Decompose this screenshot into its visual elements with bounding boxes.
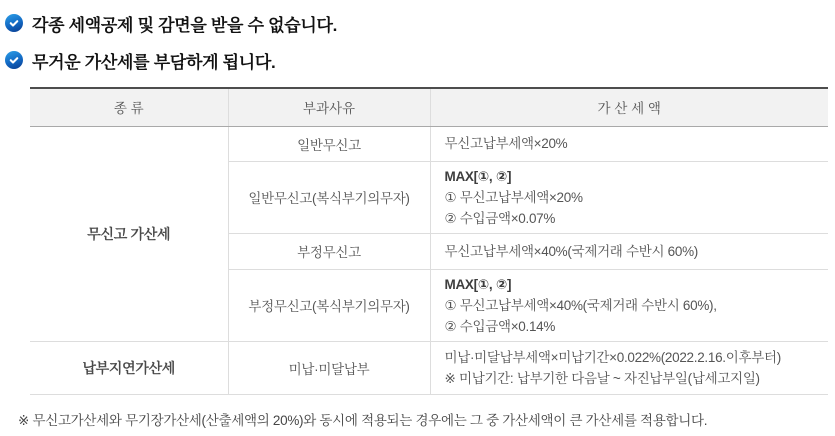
- amount-cell: [430, 233, 828, 269]
- reason-cell: 일반무신고: [228, 126, 430, 161]
- reason-cell: 미납·미달납부: [228, 341, 430, 394]
- footnote: ※ 무신고가산세와 무기장가산세(산출세액의 20%)와 동시에 적용되는 경우에는 그 중 가산세액이 큰 가산세를 적용합니다.: [18, 412, 708, 428]
- amount-line: ① 무신고납부세액×40%(국제거래 수반시 60%),: [444, 297, 717, 313]
- check-circle-icon: [5, 14, 23, 32]
- notice-text: 각종 세액공제 및 감면을 받을 수 없습니다.: [32, 15, 338, 35]
- header-reason: 부과사유: [228, 88, 430, 126]
- notice-item: [5, 50, 835, 70]
- notice-bullet-list: [0, 0, 835, 70]
- notice-item: [5, 13, 835, 33]
- amount-line: 무신고납부세액×40%(국제거래 수반시 60%): [444, 243, 698, 259]
- amount-cell: [430, 161, 828, 233]
- amount-line-max: MAX[①, ②]: [444, 168, 512, 184]
- amount-line: 미납·미달납부세액×미납기간×0.022%(2022.2.16.이후부터): [444, 349, 781, 365]
- amount-cell: [430, 269, 828, 341]
- amount-cell: [430, 126, 828, 161]
- penalty-table-header-row: [30, 88, 828, 126]
- amount-line: ② 수입금액×0.14%: [444, 318, 556, 334]
- type-cell-no-filing: 무신고 가산세: [30, 126, 228, 341]
- amount-line: ① 무신고납부세액×20%: [444, 189, 583, 205]
- reason-cell: 일반무신고(복식부기의무자): [228, 161, 430, 233]
- amount-line: ※ 미납기간: 납부기한 다음날 ~ 자진납부일(납세고지일): [444, 370, 760, 386]
- table-row: [30, 126, 828, 161]
- header-type: 종 류: [30, 88, 228, 126]
- header-amount: 가 산 세 액: [430, 88, 828, 126]
- penalty-table: [30, 87, 828, 395]
- type-cell-late-payment: 납부지연가산세: [30, 341, 228, 394]
- reason-cell: 부정무신고: [228, 233, 430, 269]
- table-row: [30, 341, 828, 394]
- reason-cell: 부정무신고(복식부기의무자): [228, 269, 430, 341]
- amount-line-max: MAX[①, ②]: [444, 276, 512, 292]
- check-circle-icon: [5, 51, 23, 69]
- notice-text: 무거운 가산세를 부담하게 됩니다.: [32, 52, 276, 72]
- amount-cell: [430, 341, 828, 394]
- amount-line: 무신고납부세액×20%: [444, 136, 568, 151]
- amount-line: ② 수입금액×0.07%: [444, 210, 556, 226]
